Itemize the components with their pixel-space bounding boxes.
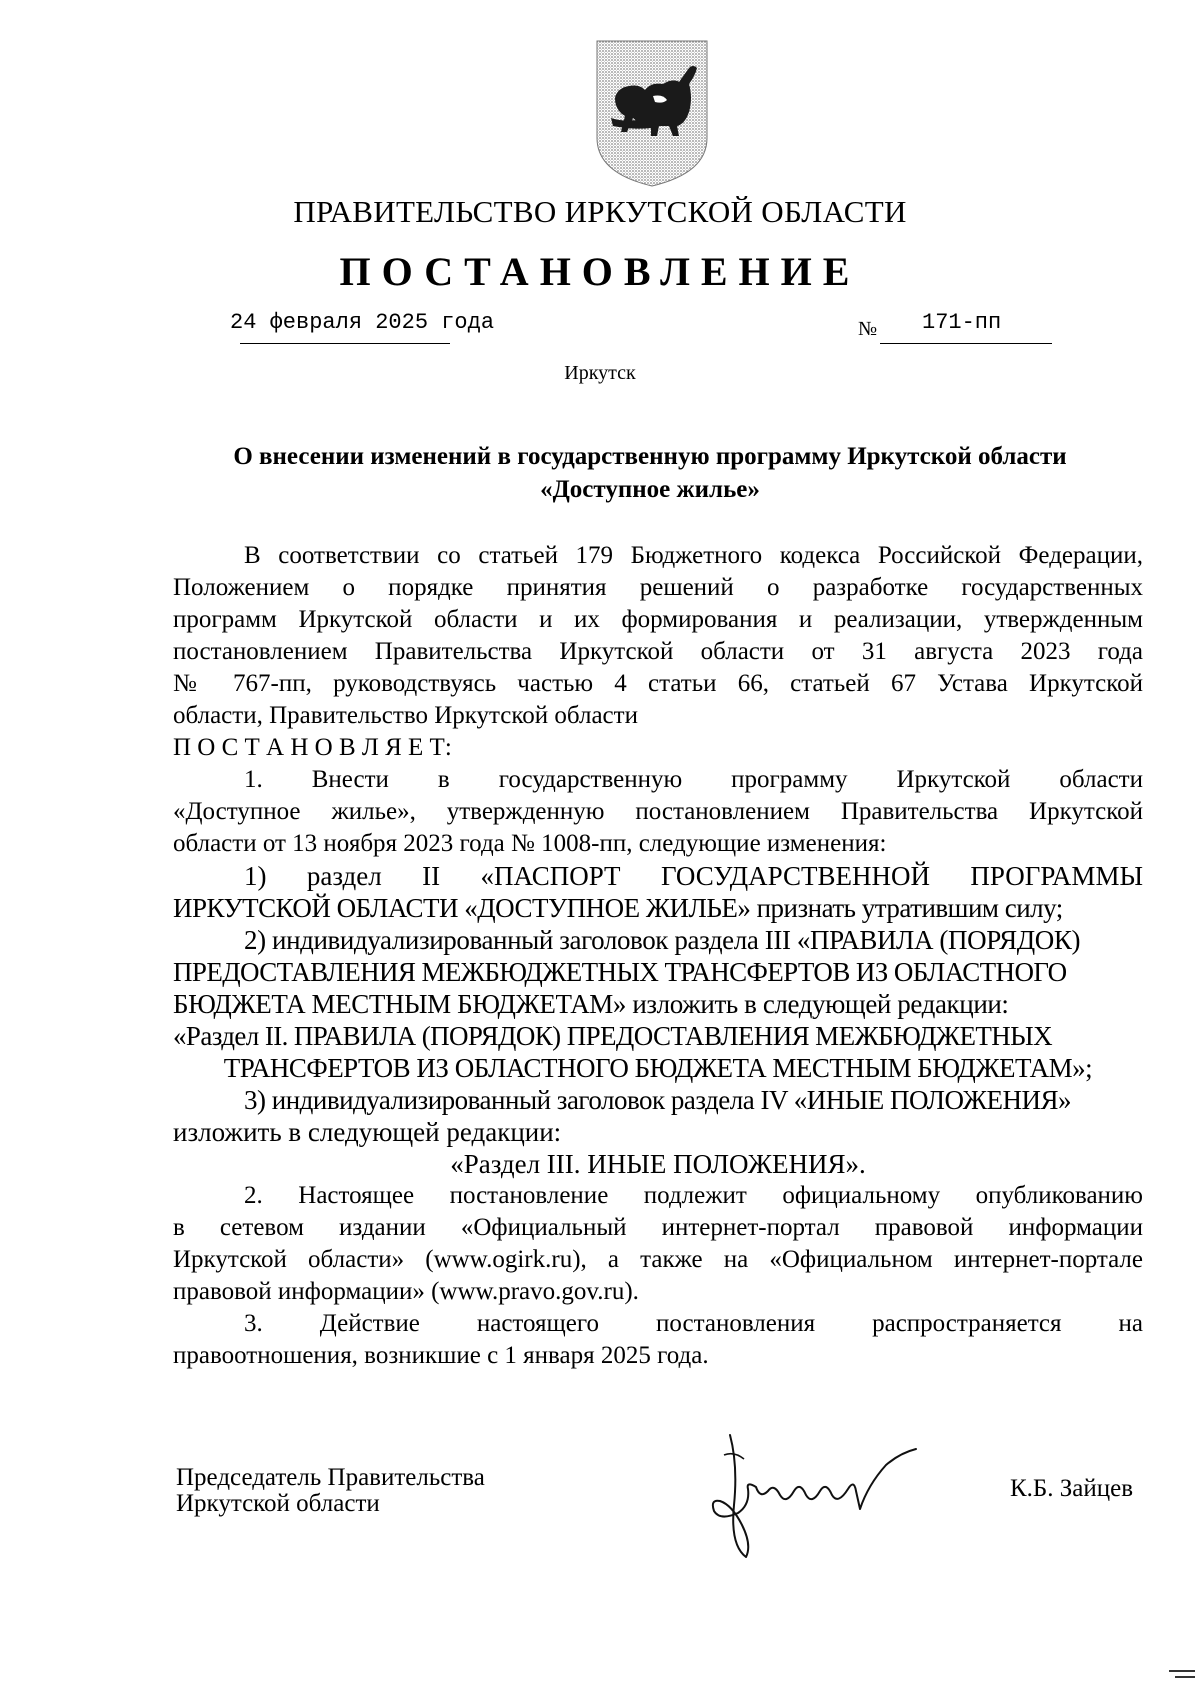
position-line: Иркутской области [176, 1490, 380, 1517]
document-date: 24 февраля 2025 года [230, 310, 495, 335]
body-line: БЮДЖЕТА МЕСТНЫМ БЮДЖЕТАМ» изложить в следующей редакции: [173, 989, 1009, 1019]
body-line: изложить в следующей редакции: [173, 1117, 562, 1147]
signatory-position [176, 1465, 485, 1517]
resolves-heading: П О С Т А Н О В Л Я Е Т: [173, 734, 452, 761]
number-sign: № [858, 318, 878, 340]
position-line: Председатель Правительства [176, 1464, 485, 1491]
body-line: 2) индивидуализированный заголовок раздела III «ПРАВИЛА (ПОРЯДОК) [244, 925, 1081, 955]
body-line: программ Иркутской области и их формирования и реализации, утвержденным [173, 606, 1143, 633]
date-underline [240, 343, 450, 344]
body-line: постановлением Правительства Иркутской области от 31 августа 2023 года [173, 638, 1143, 665]
body-line: Положением о порядке принятия решений о разработке государственных [173, 574, 1143, 601]
body-line: «Раздел II. ПРАВИЛА (ПОРЯДОК) ПРЕДОСТАВЛЕНИЯ МЕЖБЮДЖЕТНЫХ [173, 1021, 1053, 1051]
body-line: 2. Настоящее постановление подлежит официальному опубликованию [244, 1182, 1143, 1209]
title-line: О внесении изменений в государственную программу Иркутской области [233, 443, 1067, 470]
body-line: «Раздел III. ИНЫЕ ПОЛОЖЕНИЯ». [450, 1149, 866, 1179]
city-name: Иркутск [564, 362, 636, 384]
body-line: правоотношения, возникшие с 1 января 2025 года. [173, 1342, 709, 1369]
document-title [170, 440, 1130, 506]
body-line: 3. Действие настоящего постановления распространяется на [244, 1310, 1143, 1337]
signatory-name: К.Б. Зайцев [1010, 1475, 1134, 1502]
body-line: № 767-пп, руководствуясь частью 4 статьи 66, статьей 67 Устава Иркутской [173, 670, 1143, 697]
body-line: правовой информации» (www.pravo.gov.ru). [173, 1278, 639, 1305]
body-text [173, 540, 1143, 1372]
government-name: ПРАВИТЕЛЬСТВО ИРКУТСКОЙ ОБЛАСТИ [293, 194, 907, 229]
handwritten-signature [690, 1425, 950, 1565]
body-line: области от 13 ноября 2023 года № 1008-пп, следующие изменения: [173, 830, 887, 857]
body-line: области, Правительство Иркутской области [173, 702, 638, 729]
body-line: 3) индивидуализированный заголовок раздела IV «ИНЫЕ ПОЛОЖЕНИЯ» [244, 1085, 1071, 1115]
body-line: В соответствии со статьей 179 Бюджетного кодекса Российской Федерации, [244, 542, 1143, 569]
body-line: 1) раздел II «ПАСПОРТ ГОСУДАРСТВЕННОЙ ПРОГРАММЫ [244, 861, 1143, 891]
body-line: ТРАНСФЕРТОВ ИЗ ОБЛАСТНОГО БЮДЖЕТА МЕСТНЫМ БЮДЖЕТАМ»; [223, 1053, 1093, 1083]
body-line: ПРЕДОСТАВЛЕНИЯ МЕЖБЮДЖЕТНЫХ ТРАНСФЕРТОВ ИЗ ОБЛАСТНОГО [173, 957, 1067, 987]
body-line: в сетевом издании «Официальный интернет-портал правовой информации [173, 1214, 1143, 1241]
coat-of-arms-emblem [593, 38, 711, 188]
body-line: 1. Внести в государственную программу Иркутской области [244, 766, 1143, 793]
body-line: «Доступное жилье», утвержденную постановлением Правительства Иркутской [173, 798, 1143, 825]
body-line: Иркутской области» (www.ogirk.ru), а также на «Официальном интернет-портале [173, 1246, 1143, 1273]
scan-edge-mark [1167, 1667, 1197, 1687]
document-type-heading: ПОСТАНОВЛЕНИЕ [339, 249, 861, 294]
number-underline [880, 343, 1052, 344]
title-line: «Доступное жилье» [540, 476, 760, 503]
body-line: ИРКУТСКОЙ ОБЛАСТИ «ДОСТУПНОЕ ЖИЛЬЕ» признать утратившим силу; [173, 893, 1063, 923]
document-number: 171-пп [922, 310, 1002, 335]
